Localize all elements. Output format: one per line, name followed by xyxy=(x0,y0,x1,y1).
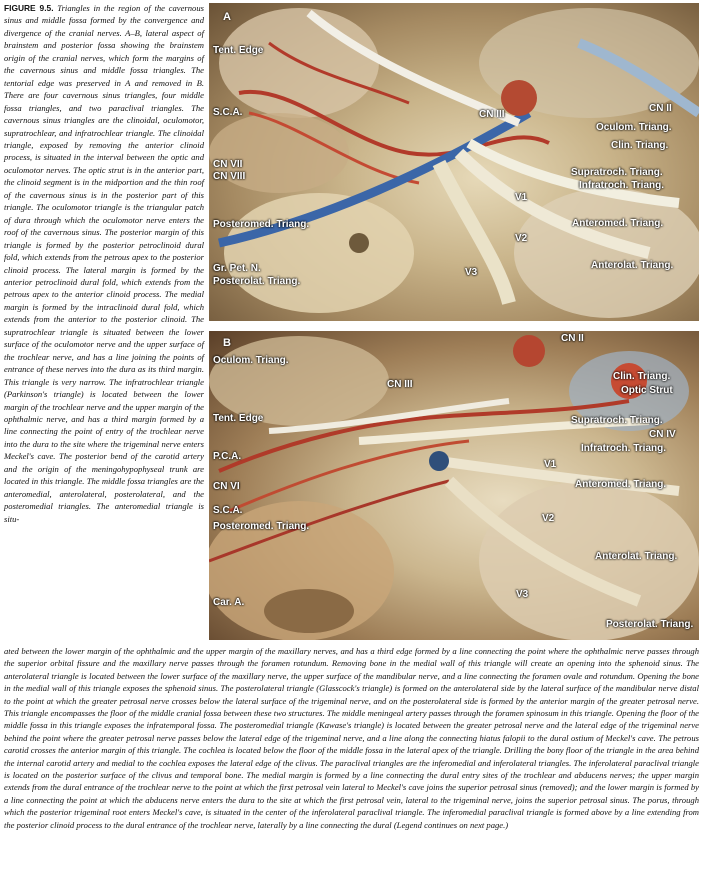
label-sca: S.C.A. xyxy=(213,107,243,118)
label-clin-triang: Clin. Triang. xyxy=(611,140,669,151)
label-v2: V2 xyxy=(515,233,528,244)
label-b-cn-ii: CN II xyxy=(561,333,584,344)
label-b-posteromed-triang: Posteromed. Triang. xyxy=(213,521,310,532)
label-cn-viii: CN VIII xyxy=(213,171,246,182)
label-tent-edge: Tent. Edge xyxy=(213,45,264,56)
panel-b-letter: B xyxy=(223,337,231,349)
legend-left-text: Triangles in the region of the cavernous sinus and middle fossa formed by the convergence and divergence of the cranial nerves. A–B, lateral aspect of brainstem and posterior fossa showing the brainstem origin of the cranial nerves, which form the margins of the cavernous sinus and middle fossa triangles. The tentorial edge was preserved in A and removed in B. There are four cavernous sinus triangles, four middle fossa triangles, and two paraclival triangles. The cavernous sinus triangles are the clinoidal, oculomotor, supratrochlear, and infratrochlear triangle. The clinoidal triangle, exposed by removing the anterior clinoid process, is situated in the interval between the optic and oculomotor nerves. The optic strut is in the anterior part, the clinoid segment is in the midportion and the thin roof of the cavernous sinus is in the posterior part of this triangle. The oculomotor triangle is the triangular patch of dura through which the oculomotor nerve enters the roof of the cavernous sinus. The posterior margin of this triangle is formed by the posterior petroclinoid dural fold, which extends from the petrous apex to the posterior clinoid process. The lateral margin is formed by the anterior petroclinoid dural fold, which extends from the petrous apex to the anterior clinoid process. The medial margin is formed by the intraclinoid dural fold, which extends from the anterior to the posterior clinoid. The supratrochlear triangle is situated between the lower surface of the oculomotor nerve and the upper surface of the trochlear nerve, and has a line joining the points of entrance of these nerves into the dura as its third margin. This triangle is very narrow. The infratrochlear triangle (Parkinson's triangle) is located between the lower margin of the trochlear nerve and the upper margin of the ophthalmic nerve, and has a third margin formed by a line connecting the point of entry of the trochlear nerve into the dura to the site where the trigeminal nerve enters Meckel's cave. The posterior bend of the carotid artery and the origin of the meningohypophyseal trunk are located in this triangle. The middle fossa triangles are the anteromedial, anterolateral, posterolateral, and the posteromedial triangles. The anteromedial triangle is situ- xyxy=(4,3,204,524)
label-anterolat-triang: Anterolat. Triang. xyxy=(591,260,674,271)
label-b-clin-triang: Clin. Triang. xyxy=(613,371,671,382)
label-b-cn-iii: CN III xyxy=(387,379,413,390)
label-b-cn-vi: CN VI xyxy=(213,481,240,492)
panel-b-photo xyxy=(209,331,699,640)
figure-number: FIGURE 9.5. xyxy=(4,3,54,13)
label-b-tent-edge: Tent. Edge xyxy=(213,413,264,424)
figure-legend-left xyxy=(4,2,204,525)
label-b-sca: S.C.A. xyxy=(213,505,243,516)
label-b-v2: V2 xyxy=(542,513,555,524)
panel-a-illustration xyxy=(209,3,699,321)
label-b-optic-strut: Optic Strut xyxy=(621,385,673,396)
label-b-oculom-triang: Oculom. Triang. xyxy=(213,355,289,366)
label-b-pca: P.C.A. xyxy=(213,451,242,462)
label-b-posterolat-triang: Posterolat. Triang. xyxy=(606,619,694,630)
label-b-car-a: Car. A. xyxy=(213,597,245,608)
label-v1: V1 xyxy=(515,192,528,203)
panel-a-letter: A xyxy=(223,11,231,23)
figure-legend-bottom: ated between the lower margin of the ophthalmic and the upper margin of the maxillary nerves, and has a third edge formed by a line connecting the point where the ophthalmic nerve passes through the superior orbital fissure and the maxillary nerve passes through the foramen rotundum. Removing bone in the medial wall of this triangle will create an opening into the sphenoid sinus. The anterolateral triangle is located between the lower surface of the maxillary nerve, the upper surface of the mandibular nerve, and a line connecting the foramen ovale and rotundum. Opening the bone in the medial wall of this triangle exposes the sphenoid sinus. The posterolateral triangle (Glasscock's triangle) is formed on the anterolateral side by the lateral surface of the mandibular nerve distal to the point at which the greater petrosal nerve crosses below the lateral surface of the trigeminal nerve, and on the posterolateral side is formed by the anterior margin of the greater petrosal nerve. This triangle encompasses the floor of the middle cranial fossa between these two structures. The middle meningeal artery passes through the foramen spinosum in this triangle. Opening the floor of the middle fossa in this triangle exposes the infratemporal fossa. The posteromedial triangle (Kawase's triangle) is located between the greater petrosal nerve and the lateral edge of the trigeminal nerve behind the point where the greater petrosal nerve passes below the lateral edge of the trigeminal nerve, and a line along the connecting hiatus falopii to the dural ostium of Meckel's cave. The petrous carotid crosses the anterior margin of this triangle. The cochlea is located below the floor of the middle fossa in the lateral apex of the triangle. Drilling the bony floor of the triangle in the area behind the internal carotid artery and medial to the cochlea exposes the lateral edge of the clivus. The paraclival triangles are the inferomedial and inferolateral triangles. The inferolateral paraclival triangle is located on the posterior surface of the clivus and temporal bone. The medial margin is formed by a line connecting the dural entry sites of the trochlear and abducens nerves; the upper margin extends from the dural entrance of the trochlear nerve to the point at which the first petrosal vein lateral to Meckel's cave joins the superior petrosal sinus (removed); and the lower margin is formed by a line connecting the point at which the abducens nerve enters the dura to the site at which the first petrosal vein, lateral to the trigeminal nerve, joins the superior petrosal sinus. The porus, through which the posterior trigeminal root enters Meckel's cave, is situated in the center of the inferolateral paraclival triangle. The inferomedial paraclival triangle is formed above by a line extending from the posterior clinoid process to the dural entrance of the trochlear nerve, laterally by a line connecting the dural (Legend continues on next page.) xyxy=(4,646,699,830)
label-b-v3: V3 xyxy=(516,589,529,600)
label-cn-ii: CN II xyxy=(649,103,672,114)
label-b-anteromed-triang: Anteromed. Triang. xyxy=(575,479,667,490)
label-posterolat-triang: Posterolat. Triang. xyxy=(213,276,301,287)
label-cn-iii: CN III xyxy=(479,109,505,120)
label-infratroch-triang: Infratroch. Triang. xyxy=(579,180,665,191)
label-b-anterolat-triang: Anterolat. Triang. xyxy=(595,551,678,562)
label-oculom-triang: Oculom. Triang. xyxy=(596,122,672,133)
label-b-infratroch-triang: Infratroch. Triang. xyxy=(581,443,667,454)
label-b-supratroch-triang: Supratroch. Triang. xyxy=(571,415,663,426)
label-anteromed-triang: Anteromed. Triang. xyxy=(572,218,664,229)
label-posteromed-triang: Posteromed. Triang. xyxy=(213,219,310,230)
label-b-cn-iv: CN IV xyxy=(649,429,676,440)
label-supratroch-triang: Supratroch. Triang. xyxy=(571,167,663,178)
label-cn-vii: CN VII xyxy=(213,159,243,170)
label-gr-pet-n: Gr. Pet. N. xyxy=(213,263,261,274)
label-v3: V3 xyxy=(465,267,478,278)
panel-a-photo xyxy=(209,3,699,321)
label-b-v1: V1 xyxy=(544,459,557,470)
